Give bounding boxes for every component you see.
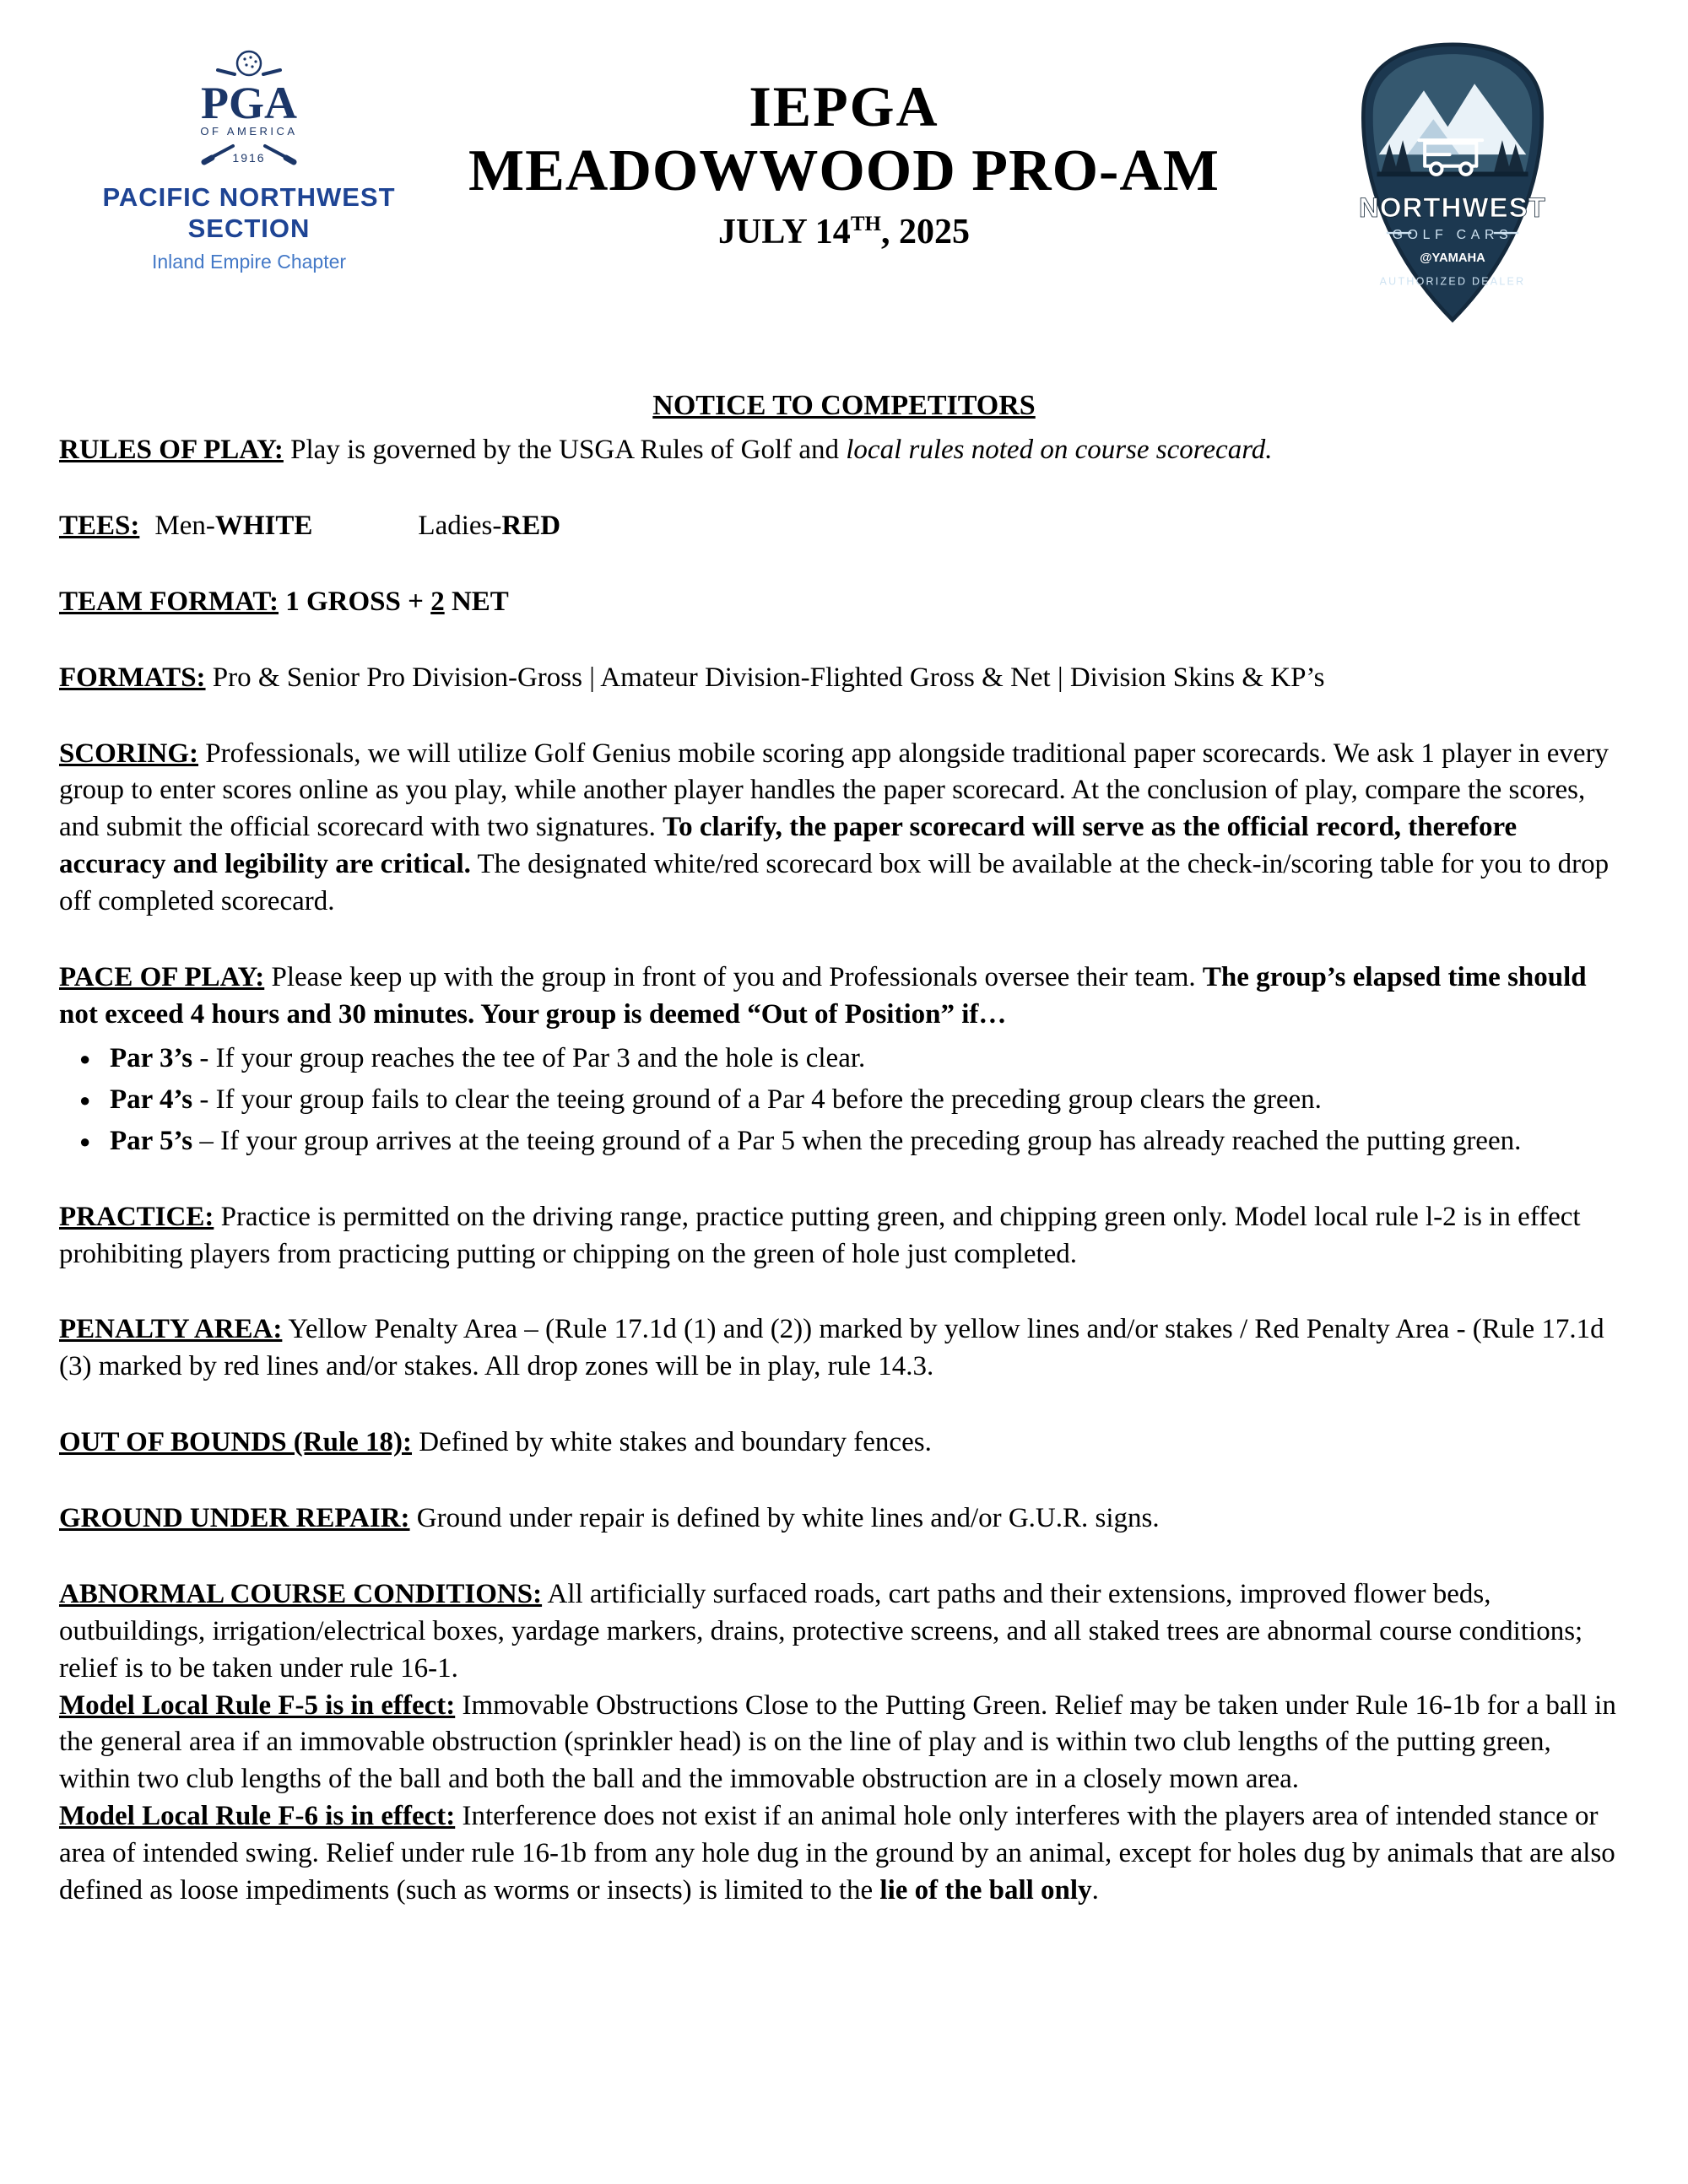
tees-men-value: WHITE [214, 510, 313, 541]
section-model-rule-f5 [59, 1688, 1629, 1799]
out-of-bounds-label: OUT OF BOUNDS (Rule 18): [59, 1427, 413, 1458]
badge-brand: @YAMAHA [1420, 251, 1485, 266]
chapter-name: Inland Empire Chapter [151, 251, 347, 273]
par5-lead: Par 5’s [110, 1125, 193, 1156]
practice-label: PRACTICE: [59, 1201, 214, 1232]
pace-rule-par3-text [110, 1041, 1629, 1078]
rules-of-play-text: Play is governed by the USGA Rules of Golf and [283, 435, 847, 465]
section-tees [59, 508, 1629, 545]
notice-title: NOTICE TO COMPETITORS [652, 390, 1036, 421]
pga-emblem-icon [169, 47, 329, 182]
pga-section-logo [84, 47, 414, 273]
date-prefix: JULY 14 [718, 212, 851, 251]
northwest-badge-icon [1352, 39, 1553, 326]
team-format-part2: NET [444, 586, 509, 617]
model-f5-label: Model Local Rule F-5 is in effect: [59, 1689, 456, 1721]
header [59, 34, 1629, 371]
model-f5-text: Immovable Obstructions Close to the Putting Green. Relief may be taken under Rule 16-1b for a ball in the general area if an immovable obstruction (sprinkler head) is on the line of play and is within two club lengths of the putting green, within two club lengths of the ball and both the ball and the immovable obstruction are in a closely mown area. [59, 1689, 1616, 1795]
tees-ladies-prefix: Ladies- [418, 510, 502, 541]
gur-text: Ground under repair is defined by white lines and/or G.U.R. signs. [409, 1503, 1160, 1533]
penalty-area-text: Yellow Penalty Area – (Rule 17.1d (1) and (2)) marked by yellow lines and/or stakes / Red Penalty Area - (Rule 17.1d (3) marked by red lines and/or stakes. All drop zones will be in play, rule 14.3. [59, 1314, 1604, 1382]
pace-rule-par4-text [110, 1082, 1629, 1119]
scoring-part1: Professionals, we will utilize Golf Genius mobile scoring app alongside traditional paper scorecards. We ask 1 player in every group to enter scores online as you play, while another player handles the paper scorecard. At the conclusion of play, compare the scores, and submit the official scorecard with two signatures. [59, 738, 1610, 843]
event-title-line1: IEPGA [749, 74, 939, 138]
pace-rule-par5-text [110, 1123, 1629, 1160]
pga-founding-year: 1916 [232, 151, 266, 165]
section-name-line1: PACIFIC NORTHWEST [102, 182, 396, 212]
scoring-bold: To clarify, the paper scorecard will serve as the official record, therefore accuracy and legibility are critical. [59, 812, 1518, 880]
bullet-icon: ● [79, 1047, 91, 1069]
penalty-area-label: PENALTY AREA: [59, 1314, 283, 1345]
section-ground-under-repair [59, 1500, 1629, 1538]
section-scoring [59, 736, 1629, 921]
badge-dealer-text: AUTHORIZED DEALER [1379, 275, 1526, 288]
pace-rule-par4 [59, 1082, 1629, 1119]
team-format-part1: 1 GROSS + [279, 586, 431, 617]
badge-subtitle: GOLF CARS [1392, 227, 1513, 242]
golf-ball-icon [237, 51, 261, 75]
par4-body: - If your group fails to clear the teeing ground of a Par 4 before the preceding group clears the green. [192, 1084, 1322, 1115]
par3-lead: Par 3’s [110, 1042, 193, 1073]
section-model-rule-f6 [59, 1798, 1629, 1910]
abnormal-label: ABNORMAL COURSE CONDITIONS: [59, 1578, 543, 1609]
section-penalty-area [59, 1311, 1629, 1386]
pace-rule-par3 [59, 1041, 1629, 1078]
scoring-label: SCORING: [59, 738, 199, 769]
abnormal-text: All artificially surfaced roads, cart paths and their extensions, improved flower beds, outbuildings, irrigation/electrical boxes, yardage markers, drains, protective screens, and all staked trees are abnormal course conditions; relief is to be taken under rule 16-1. [59, 1578, 1583, 1684]
model-f6-label: Model Local Rule F-6 is in effect: [59, 1801, 456, 1832]
model-f6-part1: Interference does not exist if an animal hole only interferes with the players area of intended stance or area of intended swing. Relief under rule 16-1b from any hole dug in the ground by an animal, except for holes dug by animals that are also defined as loose impediments (such as worms or insects) is limited to the [59, 1801, 1615, 1906]
pace-label: PACE OF PLAY: [59, 961, 265, 992]
gur-label: GROUND UNDER REPAIR: [59, 1503, 410, 1533]
team-format-underlined: 2 [430, 586, 445, 617]
section-pace-of-play [59, 960, 1629, 1034]
formats-label: FORMATS: [59, 662, 206, 693]
section-name-line2: SECTION [187, 213, 311, 243]
event-title-line2: MEADOWWOOD PRO-AM [468, 138, 1220, 204]
par5-body: – If your group arrives at the teeing ground of a Par 5 when the preceding group has already reached the putting green. [192, 1125, 1522, 1156]
pace-rule-par5 [59, 1123, 1629, 1160]
section-rules-of-play [59, 432, 1629, 469]
badge-ground-line [1377, 172, 1528, 177]
section-practice [59, 1199, 1629, 1273]
pace-of-play-list [59, 1041, 1629, 1160]
scoring-part2: The designated white/red scorecard box will be available at the check-in/scoring table for you to drop off completed scorecard. [59, 849, 1610, 916]
section-team-format [59, 584, 1629, 621]
practice-text: Practice is permitted on the driving range, practice putting green, and chipping green only. Model local rule l-2 is in effect prohibiting players from practicing putting or chipping on the green of hole just completed. [59, 1201, 1581, 1269]
bullet-icon: ● [79, 1130, 91, 1152]
rules-of-play-italic: local rules noted on course scorecard. [846, 435, 1273, 465]
formats-text: Pro & Senior Pro Division-Gross | Amateur Division-Flighted Gross & Net | Division Skins & KP’s [205, 662, 1325, 693]
out-of-bounds-text: Defined by white stakes and boundary fences. [412, 1427, 932, 1458]
northwest-golf-cars-logo [1352, 39, 1553, 330]
model-f6-part2: . [1091, 1874, 1099, 1906]
date-suffix: , 2025 [880, 212, 970, 251]
rules-of-play-label: RULES OF PLAY: [59, 435, 284, 465]
model-f6-bold: lie of the ball only [879, 1874, 1092, 1906]
team-format-label: TEAM FORMAT: [59, 586, 279, 617]
bullet-icon: ● [79, 1089, 91, 1111]
tees-label: TEES: [59, 510, 140, 541]
section-abnormal-course-conditions [59, 1576, 1629, 1688]
section-formats [59, 660, 1629, 697]
badge-sky [1373, 54, 1533, 176]
pga-of-america: OF AMERICA [200, 125, 298, 138]
badge-name: NORTHWEST [1359, 191, 1546, 223]
par4-lead: Par 4’s [110, 1084, 193, 1115]
pace-bold: The group’s elapsed time should not exceed 4 hours and 30 minutes. Your group is deemed “Out of Position” if… [59, 961, 1587, 1030]
par3-body: - If your group reaches the tee of Par 3 and the hole is clear. [192, 1042, 866, 1073]
pace-part1: Please keep up with the group in front of you and Professionals oversee their team. [264, 961, 1203, 992]
section-out-of-bounds [59, 1424, 1629, 1462]
tees-ladies-value: RED [501, 510, 561, 541]
date-ordinal: TH [850, 212, 881, 235]
pga-monogram: PGA [201, 78, 297, 128]
tees-men-prefix: Men- [154, 510, 215, 541]
